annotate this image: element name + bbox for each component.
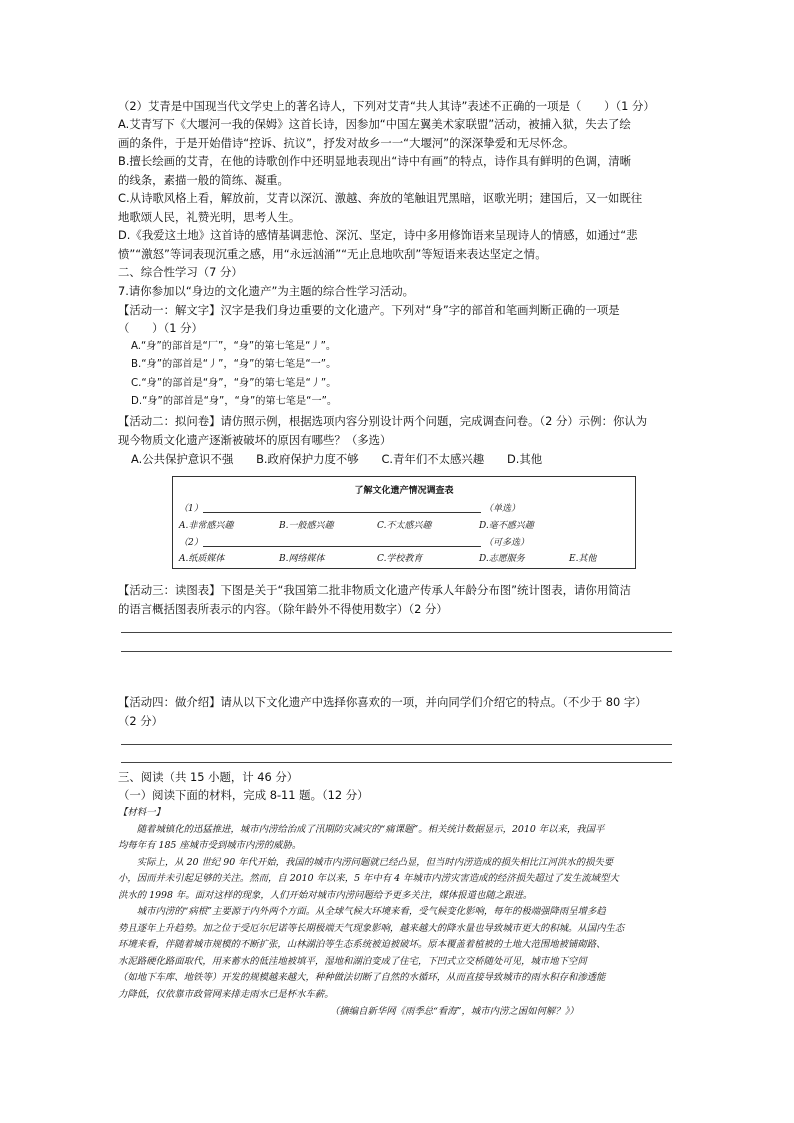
activity1-line2: （ ）（1 分） <box>118 321 203 335</box>
activity4-line2: （2 分） <box>118 714 164 728</box>
q2-option-a-line1: A.艾青写下《大堰河一我的保姆》这首长诗，因参加“中国左翼美术家联盟”活动，被捕入狱，失去了绘 <box>118 117 631 131</box>
survey-q1-tag: （单选） <box>484 504 521 514</box>
survey-q2-option-e: E.其他 <box>569 554 597 564</box>
material-paragraph-line: 势且逐年上升趋势。加之位于受厄尔尼诺等长期极端天气现象影响，越来越大的降水量也导致城市更大的积城。从国内生态 <box>118 923 625 934</box>
survey-q2-option-a: A.纸质媒体 <box>179 554 225 564</box>
section3-heading: 三、阅读（共 15 小题，计 46 分） <box>118 770 299 784</box>
activity2-example-options: A.公共保护意识不强 B.政府保护力度不够 C.青年们不太感兴趣 D.其他 <box>131 452 543 466</box>
q2-option-d-line1: D.《我爱这土地》这首诗的感情基调悲怆、深沉、坚定，诗中多用修饰语来呈现诗人的情感，如通过“悲 <box>118 228 638 242</box>
survey-q1-option-d: D.毫不感兴趣 <box>479 521 534 531</box>
material-paragraph-line: 随着城镇化的迅猛推进，城市内涝给治成了汛期防灾减灾的“痛课题”。相关统计数据显示，2010 年以来，我国平 <box>118 824 605 835</box>
material-paragraph-line: 城市内涝的“病根”主要源于内外两个方面。从全球气候大环境来看，受气候变化影响，每年的极端强降雨呈增多趋 <box>118 906 606 917</box>
survey-q2-blank[interactable] <box>203 546 481 547</box>
material-paragraph-line: 环境来看，伴随着城市规模的不断扩张，山林湖泊等生态系统被迫被破坏。原本覆盖着植被的土地大范围地被铺砌路、 <box>118 939 606 950</box>
material-paragraph-line: 洪水的 1998 年。面对这样的现象，人们开始对城市内涝问题给予更多关注，媒体报道也随之跟进。 <box>118 890 533 901</box>
material-paragraph-line: 小，因而并未引起足够的关注。然而，自 2010 年以来，5 年中有 4 年城市内涝灾害造成的经济损失超过了发生流域型大 <box>118 873 619 884</box>
q2-option-c-line1: C.从诗歌风格上看，解放前，艾青以深沉、激越、奔放的笔触诅咒黑暗，讴歌光明；建国后，又一如既往 <box>118 191 643 205</box>
material-paragraph-line: （如地下车库、地铁等）开发的规模越来越大，种种做法切断了自然的水循环，从而直接导致城市的雨水积存和渗透能 <box>118 972 606 983</box>
answer-line[interactable] <box>121 762 672 763</box>
survey-q1-blank[interactable] <box>203 512 481 513</box>
q2-option-c-line2: 地歌颂人民，礼赞光明，思考人生。 <box>118 210 301 224</box>
activity2-line1: 【活动二：拟问卷】请仿照示例，根据选项内容分别设计两个问题，完成调查问卷。（2 分）示例：你认为 <box>118 414 648 428</box>
material-paragraph-line: 均每年有 185 座城市受到城市内涝的威胁。 <box>118 840 302 851</box>
material-paragraph-line: 水泥路硬化路面取代，用来蓄水的低洼地被填平，湿地和湖泊变成了住宅，下凹式立交桥随处可见，城市地下空间 <box>118 956 587 967</box>
section2-heading: 二、综合性学习（7 分） <box>118 265 243 279</box>
survey-q1-option-c: C.不太感兴趣 <box>377 521 432 531</box>
activity1-line1: 【活动一：解文字】汉字是我们身边重要的文化遗产。下列对“身”字的部首和笔画判断正确的一项是 <box>118 303 620 317</box>
survey-q1-option-b: B.一般感兴趣 <box>279 521 334 531</box>
survey-q2-number: （2） <box>179 538 203 548</box>
survey-title: 了解文化遗产情况调查表 <box>354 486 454 496</box>
activity4-line1: 【活动四：做介绍】请从以下文化遗产中选择你喜欢的一项，并向同学们介绍它的特点。（不少于 80 字） <box>118 695 647 709</box>
material-paragraph-line: 力降低，仅依靠市政管网来排走雨水已是杯水车薪。 <box>118 989 334 1000</box>
survey-q2-option-b: B.网络媒体 <box>279 554 325 564</box>
activity1-option-c: C.“身”的部首是“身”，“身”的第七笔是“丿”。 <box>131 378 337 389</box>
activity1-option-a: A.“身”的部首是“厂”，“身”的第七笔是“丿”。 <box>131 341 337 352</box>
q7-stem: 7.请你参加以“身边的文化遗产”为主题的综合性学习活动。 <box>118 284 415 298</box>
activity2-line2: 现今物质文化遗产逐渐被破坏的原因有哪些？（多选） <box>118 433 392 447</box>
activity3-line2: 的语言概括图表所表示的内容。（除年龄外不得使用数字）（2 分） <box>118 602 448 616</box>
survey-q1-number: （1） <box>179 504 203 514</box>
activity3-line1: 【活动三：读图表】下图是关于“我国第二批非物质文化遗产传承人年龄分布图”统计图表，请你用简洁 <box>118 583 631 597</box>
q2-option-a-line2: 画的条件，于是开始借诗“控诉、抗议”，抒发对故乡一一“大堰河”的深深挚爱和无尽怀念。 <box>118 136 575 150</box>
activity1-option-d: D.“身”的部首是“身”，“身”的第七笔是“一”。 <box>131 396 338 407</box>
answer-line[interactable] <box>121 632 672 633</box>
q2-option-d-line2: 愤”“激怒”等词表现沉重之感，用“永远汹涌”“无止息地吹刮”等短语来表达坚定之情。 <box>118 247 547 261</box>
q2-stem: （2）艾青是中国现当代文学史上的著名诗人，下列对艾青“共人其诗”表述不正确的一项是（ ）（1 分） <box>118 99 655 113</box>
survey-q1-option-a: A.非常感兴趣 <box>179 521 234 531</box>
material-source: （摘编自新华网《雨季总“看海”，城市内涝之困如何解？》） <box>330 1006 579 1017</box>
survey-q2-option-d: D.志愿服务 <box>479 554 525 564</box>
q2-option-b-line2: 的线条，素描一般的简练、凝重。 <box>118 173 289 187</box>
answer-line[interactable] <box>121 744 672 745</box>
activity1-option-b: B.“身”的部首是“丿”，“身”的第七笔是“一”。 <box>131 359 337 370</box>
survey-q2-tag: （可多选） <box>484 538 530 548</box>
answer-line[interactable] <box>121 651 672 652</box>
section3-subheading: （一）阅读下面的材料，完成 8-11 题。（12 分） <box>118 788 369 802</box>
material-paragraph-line: 实际上，从 20 世纪 90 年代开始，我国的城市内涝问题就已经凸显，但当时内涝造成的损失相比江河洪水的损失要 <box>118 857 614 868</box>
q2-option-b-line1: B.擅长绘画的艾青，在他的诗歌创作中还明显地表现出“诗中有画”的特点，诗作具有鲜明的色调，清晰 <box>118 154 632 168</box>
survey-table <box>172 476 636 569</box>
survey-q2-option-c: C.学校教育 <box>377 554 423 564</box>
material-label: 【材料一】 <box>118 807 165 818</box>
